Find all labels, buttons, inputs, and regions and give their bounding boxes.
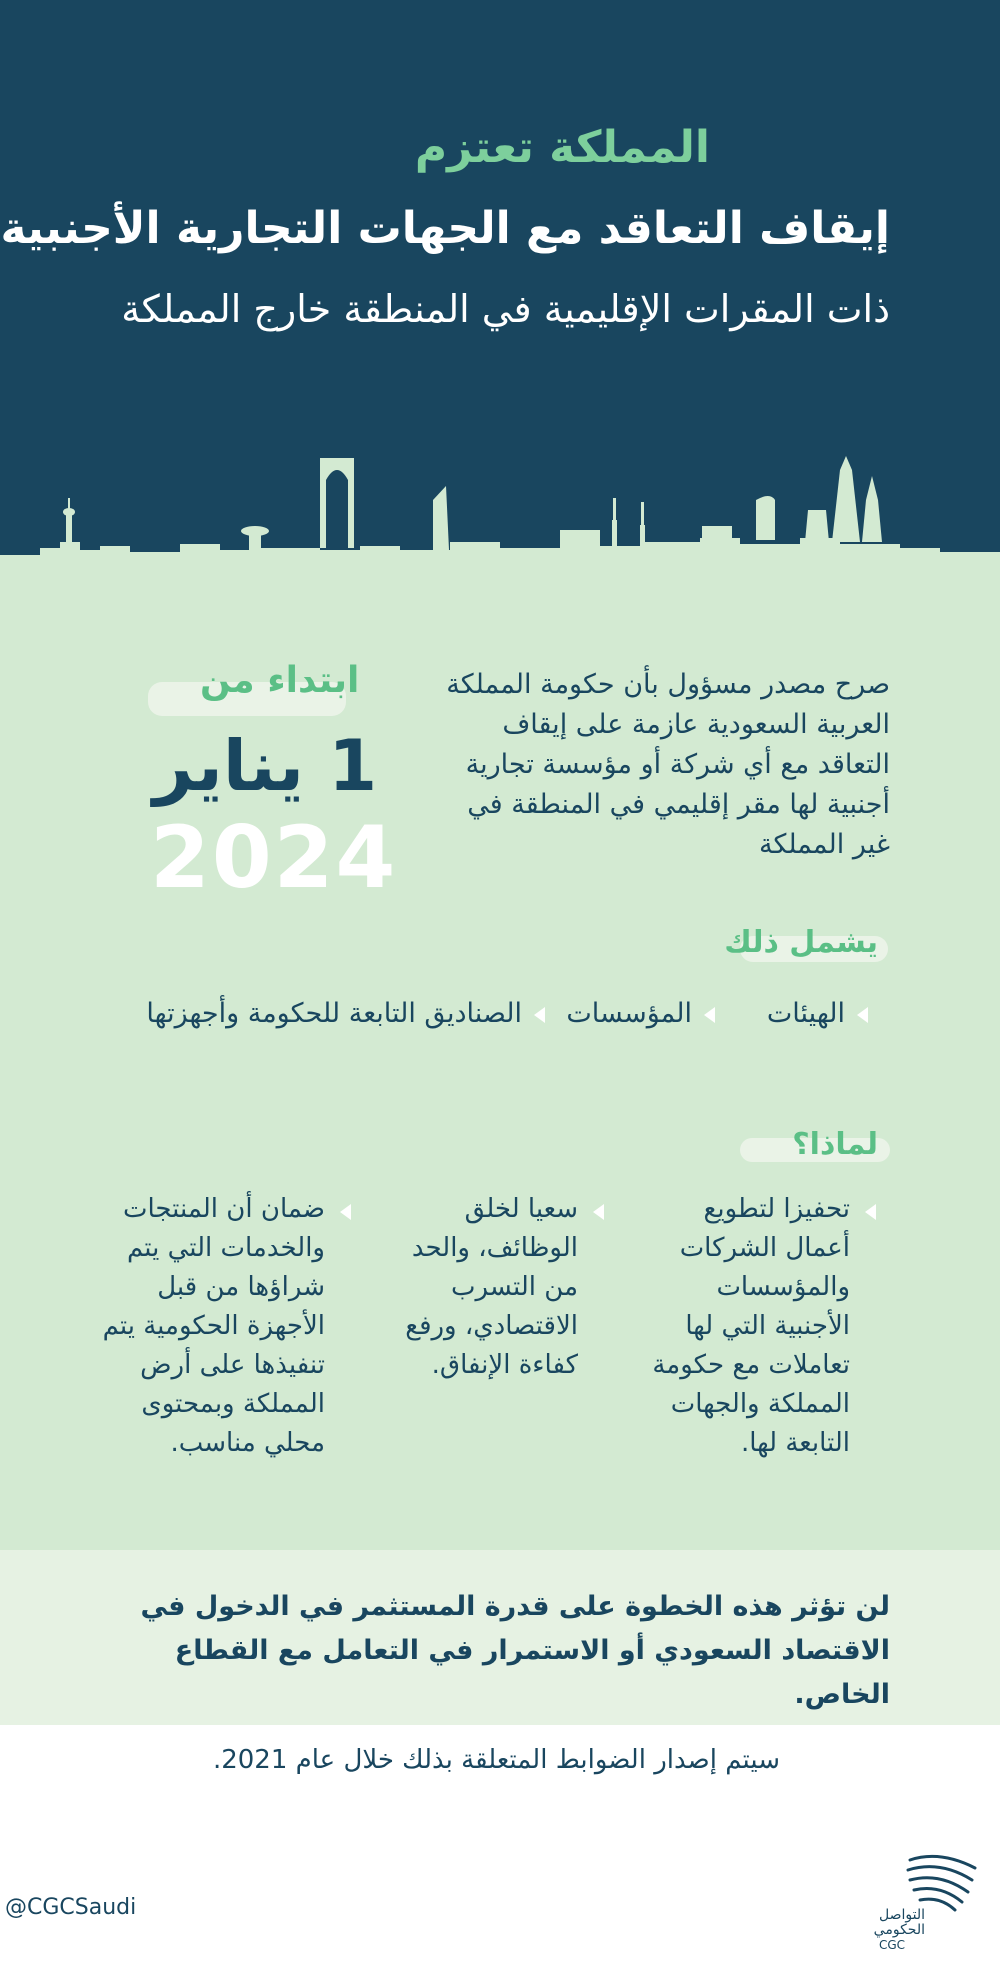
page-title: إيقاف التعاقد مع الجهات التجارية الأجنبية: [0, 203, 890, 254]
logo-text-line1: التواصل: [879, 1907, 925, 1923]
regulations-note: سيتم إصدار الضوابط المتعلقة بذلك خلال عام 2021.: [212, 1745, 780, 1775]
why-reason: [650, 1190, 850, 1463]
investor-note: لن تؤثر هذه الخطوة على قدرة المستثمر في الدخول في الاقتصاد السعودي أو الاستمرار في التعامل مع القطاع الخاص.: [140, 1591, 890, 1710]
intro-paragraph: صرح مصدر مسؤول بأن حكومة المملكة العربية السعودية عازمة على إيقاف التعاقد مع أي شركة أو مؤسسة تجارية أجنبية لها مقر إقليمي في المنطقة في غير المملكة: [446, 669, 890, 860]
why-reason-text: سعيا لخلق الوظائف، والحد من التسرب الاقتصادي، ورفع كفاءة الإنفاق.: [405, 1194, 578, 1380]
bullet-triangle-icon: [865, 1204, 876, 1220]
start-date: 1 يناير: [153, 725, 378, 807]
page-subtitle: ذات المقرات الإقليمية في المنطقة خارج المملكة: [121, 287, 890, 331]
social-handle[interactable]: @CGCSaudi: [5, 1895, 137, 1920]
includes-item: [566, 998, 715, 1029]
includes-item-label: الهيئات: [766, 998, 845, 1029]
why-reason-text: ضمان أن المنتجات والخدمات التي يتم شراؤها من قبل الأجهزة الحكومية يتم تنفيذها على أرض المملكة وبمحتوى محلي مناسب.: [102, 1194, 325, 1458]
includes-title: يشمل ذلك: [724, 925, 878, 960]
includes-item: [146, 998, 545, 1029]
kicker-text: المملكة تعتزم: [414, 122, 710, 173]
bullet-triangle-icon: [857, 1007, 868, 1023]
cgc-logo: [850, 1850, 980, 1950]
includes-item: [767, 998, 868, 1029]
why-reason: [95, 1190, 325, 1463]
why-reason-text: تحفيزا لتطويع أعمال الشركات والمؤسسات الأجنبية التي لها تعاملات مع حكومة المملكة والجهات التابعة لها.: [652, 1194, 850, 1458]
bullet-triangle-icon: [534, 1007, 545, 1023]
logo-text-en: CGC: [878, 1938, 905, 1952]
bullet-triangle-icon: [340, 1204, 351, 1220]
skyline-illustration: [0, 430, 1000, 570]
why-title: لماذا؟: [792, 1127, 878, 1162]
includes-item-label: الصناديق التابعة للحكومة وأجهزتها: [146, 998, 522, 1029]
includes-item-label: المؤسسات: [566, 998, 692, 1029]
bullet-triangle-icon: [704, 1007, 715, 1023]
bullet-triangle-icon: [593, 1204, 604, 1220]
why-reason: [403, 1190, 578, 1385]
start-year: 2024: [150, 808, 398, 908]
start-label: ابتداء من: [200, 660, 360, 701]
logo-text-line2: الحكومي: [873, 1922, 925, 1938]
